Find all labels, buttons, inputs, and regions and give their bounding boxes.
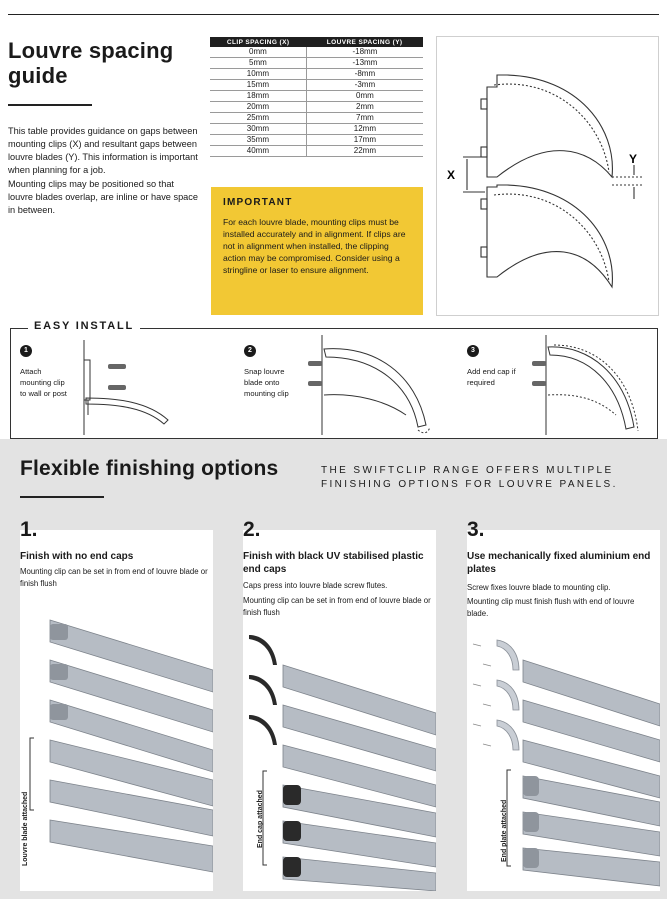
step-3-illustration bbox=[530, 335, 640, 435]
cell-clip: 40mm bbox=[210, 146, 306, 157]
cell-louvre: -18mm bbox=[306, 47, 423, 58]
louvre-profile-illustration bbox=[437, 37, 660, 317]
finish-card-2 bbox=[243, 530, 436, 891]
cell-louvre: 7mm bbox=[306, 113, 423, 124]
cell-louvre: -8mm bbox=[306, 69, 423, 80]
guide-title-line2: guide bbox=[8, 63, 68, 88]
card-3-blades-illustration bbox=[467, 630, 660, 891]
card-1-side-label: Louvre blade attached bbox=[22, 791, 29, 866]
table-row bbox=[210, 47, 423, 58]
col-header-louvre-spacing: LOUVRE SPACING (Y) bbox=[306, 37, 423, 47]
cell-clip: 5mm bbox=[210, 58, 306, 69]
table-row bbox=[210, 91, 423, 102]
card-1-number: 1. bbox=[20, 518, 38, 541]
step-1-text: Attach mounting clip to wall or post bbox=[20, 367, 67, 398]
card-1-desc: Mounting clip can be set in from end of louvre blade or finish flush bbox=[20, 567, 208, 588]
intro-paragraph-1: This table provides guidance on gaps between mounting clips (X) and resultant gaps between louvre blades (Y). This information is important when planning for a job. bbox=[8, 126, 198, 175]
finish-card-3 bbox=[467, 530, 660, 891]
finishing-title: Flexible finishing options bbox=[20, 457, 279, 480]
table-row bbox=[210, 135, 423, 146]
table-row bbox=[210, 69, 423, 80]
cell-clip: 35mm bbox=[210, 135, 306, 146]
easy-install-title: EASY INSTALL bbox=[28, 320, 140, 332]
spacing-table bbox=[210, 37, 423, 157]
card-2-desc-1: Caps press into louvre blade screw flutes. bbox=[243, 581, 388, 590]
important-text: For each louvre blade, mounting clips must be installed accurately and in alignment. If clips are not in alignment when installed, the clipping action may be compromised. Consider using a stringline or laser to ensure alignment. bbox=[223, 217, 406, 275]
guide-title-line1: Louvre spacing bbox=[8, 38, 174, 63]
cell-clip: 15mm bbox=[210, 80, 306, 91]
table-row bbox=[210, 124, 423, 135]
step-3-text: Add end cap if required bbox=[467, 367, 516, 387]
step-3-badge: 3 bbox=[467, 345, 479, 357]
card-2-number: 2. bbox=[243, 518, 261, 541]
card-2-blades-illustration bbox=[243, 625, 436, 891]
cell-louvre: 2mm bbox=[306, 102, 423, 113]
card-1-title: Finish with no end caps bbox=[20, 551, 134, 562]
cell-louvre: 0mm bbox=[306, 91, 423, 102]
cell-clip: 20mm bbox=[210, 102, 306, 113]
guide-title bbox=[8, 38, 173, 88]
cell-clip: 0mm bbox=[210, 47, 306, 58]
table-row bbox=[210, 146, 423, 157]
card-1-blades-illustration bbox=[20, 610, 213, 891]
cell-louvre: -13mm bbox=[306, 58, 423, 69]
col-header-clip-spacing: CLIP SPACING (X) bbox=[210, 37, 306, 47]
table-row bbox=[210, 102, 423, 113]
intro-paragraph-2: Mounting clips may be positioned so that louvre blades overlap, are inline or have space in between. bbox=[8, 179, 198, 215]
table-row bbox=[210, 80, 423, 91]
card-3-desc-1: Screw fixes louvre blade to mounting clip. bbox=[467, 583, 611, 592]
cell-clip: 18mm bbox=[210, 91, 306, 102]
card-3-title: Use mechanically fixed aluminium end plates bbox=[467, 551, 651, 575]
cell-clip: 30mm bbox=[210, 124, 306, 135]
cell-clip: 10mm bbox=[210, 69, 306, 80]
blade-stack bbox=[249, 635, 436, 891]
card-2-desc-2: Mounting clip can be set in from end of louvre blade or finish flush bbox=[243, 596, 431, 617]
important-heading: IMPORTANT bbox=[223, 197, 293, 208]
cell-louvre: 17mm bbox=[306, 135, 423, 146]
guide-intro bbox=[8, 125, 200, 218]
step-1-badge: 1 bbox=[20, 345, 32, 357]
card-3-side-label: End plate attached bbox=[501, 799, 508, 862]
cell-louvre: 22mm bbox=[306, 146, 423, 157]
dimension-x-label: X bbox=[447, 168, 456, 182]
louvre-spacing-diagram bbox=[436, 36, 659, 316]
table-row bbox=[210, 58, 423, 69]
step-2-text: Snap louvre blade onto mounting clip bbox=[244, 367, 289, 398]
cell-clip: 25mm bbox=[210, 113, 306, 124]
card-3-number: 3. bbox=[467, 518, 485, 541]
finishing-underline bbox=[20, 496, 104, 498]
card-2-side-label: End cap attached bbox=[257, 790, 264, 848]
finish-card-1 bbox=[20, 530, 213, 891]
card-2-title: Finish with black UV stabilised plastic end caps bbox=[243, 551, 424, 575]
important-callout bbox=[211, 187, 423, 315]
top-divider bbox=[8, 14, 659, 15]
finishing-subtitle: THE SWIFTCLIP RANGE OFFERS MULTIPLE FINISHING OPTIONS FOR LOUVRE PANELS. bbox=[321, 465, 618, 490]
step-2-badge: 2 bbox=[244, 345, 256, 357]
step-2-illustration bbox=[306, 335, 436, 435]
dimension-y-label: Y bbox=[629, 152, 638, 166]
title-underline bbox=[8, 104, 92, 106]
blade-stack bbox=[50, 620, 213, 872]
cell-louvre: -3mm bbox=[306, 80, 423, 91]
table-row bbox=[210, 113, 423, 124]
card-3-desc-2: Mounting clip must finish flush with end of louvre blade. bbox=[467, 597, 635, 618]
cell-louvre: 12mm bbox=[306, 124, 423, 135]
step-1-illustration bbox=[78, 340, 198, 435]
